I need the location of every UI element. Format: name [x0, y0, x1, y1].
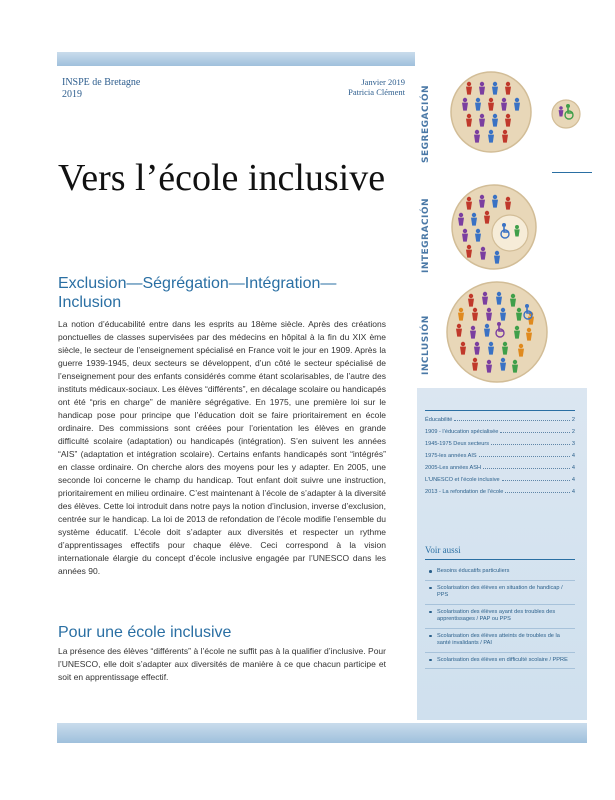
divider-line: [552, 172, 592, 173]
toc-item-page: 4: [571, 489, 575, 495]
voir-aussi-item[interactable]: Scolarisation des élèves en situation de handicap / PPS: [425, 581, 575, 605]
voir-aussi-rule: [425, 559, 575, 560]
header-right: [348, 77, 405, 97]
voir-aussi-title: Voir aussi: [425, 545, 461, 555]
toc-dot-leader: [500, 432, 569, 433]
inclusion-diagram: [441, 278, 553, 386]
header-org: INSPE de Bretagne: [62, 77, 141, 88]
toc-item[interactable]: [425, 477, 575, 489]
label-inclusion: INCLUSIÓN: [421, 315, 431, 375]
toc-item[interactable]: [425, 417, 575, 429]
toc-item[interactable]: [425, 465, 575, 477]
toc-item-page: 4: [571, 465, 575, 471]
toc-item-label: 1945-1975 Deux secteurs: [425, 441, 490, 447]
toc-dot-leader: [483, 468, 570, 469]
label-segregation: SEGREGACIÓN: [421, 84, 431, 163]
toc-dot-leader: [454, 420, 570, 421]
section-text-exclusion: La notion d’éducabilité entre dans les esprits au 18ème siècle. Après des créations ponctuelles de classes supervisées par des médecins en hôpital à la fin du XIX ème siècle, le secteur de l’enseignement spécialisé en France voit le jour en 1909. Après la guerre 1939-1945, deux secteurs se développent, d’un côté le secteur spécialisé de l’enseignement pour des enfants considérés comme étant scolarisables, de l’autre des instituts médicaux-sociaux. Les élèves “différents”, en décalage scolaire ou handicapés ont été “pris en charge” de manière ségrégative. En 1975, une première loi sur le handicap pose pour principe que l’éducation doit se faire prioritairement en école ordinaire. Des commissions sont créées pour l’orientation les élèves en grande difficulté scolaire (adaptation) ou handicapés (intégration). S’en suivent les années “AIS” (adaptation et intégration scolaire). Certains enfants handicapés sont “intégrés” en classe ordinaire. On cherche alors des moyens pour les y adapter. En 2005, une seconde loi concerne le champ du handicap. Tout enfant doit suivre une instruction, prioritairement en milieu ordinaire. C’est maintenant à l’école de s’adapter à la diversité des élèves. Cette loi introduit dans notre pays la notion d’inclusion, inverse d’exclusion, centrée sur le handicap. La loi de 2013 de refondation de l’école modifie l’ensemble du système éducatif. L’école doit s’adapter aux diversités et respecter un rythme d’apprentissages effectifs pour chaque élève. Ceci correspond à la vision internationale élargie du concept d’école inclusive engagée par l’UNESCO dans les années 90.: [58, 319, 386, 576]
label-integration: INTEGRACIÓN: [421, 197, 431, 273]
segregation-diagram: [447, 62, 582, 162]
voir-aussi-item[interactable]: Scolarisation des élèves ayant des troubles des apprentissages / PAP ou PPS: [425, 605, 575, 629]
voir-aussi-item[interactable]: Scolarisation des élèves en difficulté scolaire / PPRE: [425, 653, 575, 670]
integration-inner-circle: [492, 215, 528, 251]
section-text-inclusive: La présence des élèves “différents” à l’école ne suffit pas à la qualifier d’inclusive. Pour l’UNESCO, elle doit s’adapter aux diversités de manière à ce que chacun participe et soit en apprentissage effectif.: [58, 646, 386, 682]
section-heading-exclusion: Exclusion—Ségrégation—Intégration—Inclusion: [58, 275, 337, 311]
header-left: [62, 77, 140, 101]
toc-item-page: 4: [571, 453, 575, 459]
integration-diagram: [447, 177, 547, 277]
toc-item-label: Éducabilité: [425, 417, 453, 423]
toc-rule: [425, 410, 575, 411]
segregation-small-circle: [552, 100, 580, 128]
voir-aussi-list: [425, 564, 575, 669]
toc-item[interactable]: [425, 489, 575, 501]
section-heading-inclusive: Pour une école inclusive: [58, 624, 232, 641]
table-of-contents: [425, 410, 575, 501]
voir-aussi-item[interactable]: Besoins éducatifs particuliers: [425, 564, 575, 581]
toc-dot-leader: [491, 444, 570, 445]
toc-item-page: 4: [571, 477, 575, 483]
toc-item-label: 1909 - l’éducation spécialisée: [425, 429, 499, 435]
toc-item-label: 2013 - La refondation de l’école: [425, 489, 504, 495]
toc-item-label: 1975-les années AIS: [425, 453, 477, 459]
bottom-banner-bar: [57, 723, 587, 743]
header-year: 2019: [62, 89, 82, 100]
voir-aussi-item[interactable]: Scolarisation des élèves atteints de troubles de la santé invalidants / PAI: [425, 629, 575, 653]
toc-item[interactable]: [425, 429, 575, 441]
toc-dot-leader: [502, 480, 570, 481]
sidebar-panel: [417, 388, 587, 720]
toc-item-label: 2005-Les années ASH: [425, 465, 481, 471]
toc-item-page: 2: [571, 429, 575, 435]
header-author: Patricia Clément: [348, 87, 405, 97]
toc-item-label: L’UNESCO et l’école inclusive: [425, 477, 500, 483]
top-banner-bar: [57, 52, 415, 66]
toc-item[interactable]: [425, 441, 575, 453]
page-title: Vers l’école inclusive: [58, 157, 386, 199]
toc-item-page: 3: [571, 441, 575, 447]
toc-item[interactable]: [425, 453, 575, 465]
header-date: Janvier 2019: [361, 77, 405, 87]
toc-item-page: 2: [571, 417, 575, 423]
toc-dot-leader: [505, 492, 570, 493]
toc-dot-leader: [479, 456, 570, 457]
